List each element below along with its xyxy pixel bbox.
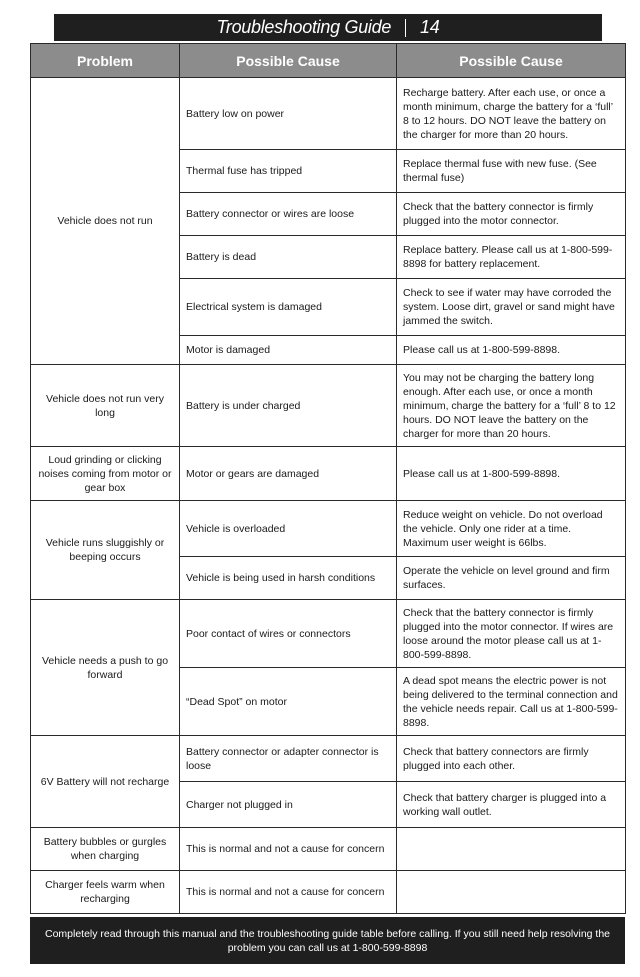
cause-cell: Battery connector or adapter connector is loose <box>180 736 397 782</box>
solution-cell: A dead spot means the electric power is not being delivered to the terminal connection and the vehicle needs repair. Call us at 1-800-599-8898. <box>397 668 626 736</box>
solution-cell: Replace thermal fuse with new fuse. (See thermal fuse) <box>397 150 626 193</box>
footer-note <box>30 917 625 964</box>
page-header <box>54 14 602 41</box>
solution-cell: Check that battery connectors are firmly plugged into each other. <box>397 736 626 782</box>
table-row <box>31 501 626 557</box>
solution-cell: Check that the battery connector is firmly plugged into the motor connector. If wires are loose around the motor please call us at 1-800-599-8898. <box>397 600 626 668</box>
column-header-problem: Problem <box>31 44 180 78</box>
header-divider <box>405 19 406 37</box>
column-header-solution: Possible Cause <box>397 44 626 78</box>
cause-cell: Thermal fuse has tripped <box>180 150 397 193</box>
cause-cell: This is normal and not a cause for concern <box>180 828 397 871</box>
troubleshooting-table <box>30 43 626 914</box>
solution-cell: Check that battery charger is plugged into a working wall outlet. <box>397 782 626 828</box>
table-row <box>31 828 626 871</box>
cause-cell: Motor or gears are damaged <box>180 447 397 501</box>
cause-cell: This is normal and not a cause for concern <box>180 871 397 914</box>
problem-cell: Vehicle needs a push to go forward <box>31 600 180 736</box>
cause-cell: Battery is under charged <box>180 365 397 447</box>
cause-cell: Electrical system is damaged <box>180 279 397 336</box>
footer-text: Completely read through this manual and the troubleshooting guide table before calling. If you still need help resolving the problem you can call us at 1-800-599-8898 <box>44 927 611 954</box>
solution-cell <box>397 828 626 871</box>
cause-cell: Vehicle is being used in harsh conditions <box>180 557 397 600</box>
solution-cell: Reduce weight on vehicle. Do not overload the vehicle. Only one rider at a time. Maximum user weight is 66lbs. <box>397 501 626 557</box>
problem-cell: 6V Battery will not recharge <box>31 736 180 828</box>
cause-cell: Battery is dead <box>180 236 397 279</box>
solution-cell: Replace battery. Please call us at 1-800-599-8898 for battery replacement. <box>397 236 626 279</box>
problem-cell: Vehicle does not run very long <box>31 365 180 447</box>
solution-cell: Recharge battery. After each use, or once a month minimum, charge the battery for a ‘full’ 8 to 12 hours. DO NOT leave the battery on the charger for more than 20 hours. <box>397 78 626 150</box>
table-row <box>31 736 626 782</box>
table-row <box>31 365 626 447</box>
column-header-cause: Possible Cause <box>180 44 397 78</box>
problem-cell: Vehicle runs sluggishly or beeping occurs <box>31 501 180 600</box>
cause-cell: “Dead Spot” on motor <box>180 668 397 736</box>
problem-cell: Loud grinding or clicking noises coming from motor or gear box <box>31 447 180 501</box>
problem-cell: Battery bubbles or gurgles when charging <box>31 828 180 871</box>
solution-cell: Please call us at 1-800-599-8898. <box>397 447 626 501</box>
cause-cell: Battery connector or wires are loose <box>180 193 397 236</box>
cause-cell: Charger not plugged in <box>180 782 397 828</box>
cause-cell: Motor is damaged <box>180 336 397 365</box>
table-row <box>31 871 626 914</box>
table-row <box>31 600 626 668</box>
table-header-row <box>31 44 626 78</box>
page-number: 14 <box>420 17 440 37</box>
solution-cell: Please call us at 1-800-599-8898. <box>397 336 626 365</box>
table-row <box>31 78 626 150</box>
problem-cell: Charger feels warm when recharging <box>31 871 180 914</box>
table-row <box>31 447 626 501</box>
solution-cell: Operate the vehicle on level ground and firm surfaces. <box>397 557 626 600</box>
solution-cell: Check to see if water may have corroded the system. Loose dirt, gravel or sand might have jammed the switch. <box>397 279 626 336</box>
cause-cell: Poor contact of wires or connectors <box>180 600 397 668</box>
cause-cell: Battery low on power <box>180 78 397 150</box>
solution-cell: You may not be charging the battery long enough. After each use, or once a month minimum, charge the battery for a ‘full’ 8 to 12 hours. DO NOT leave the battery on the charger for more than 20 hours. <box>397 365 626 447</box>
solution-cell <box>397 871 626 914</box>
solution-cell: Check that the battery connector is firmly plugged into the motor connector. <box>397 193 626 236</box>
page-title: Troubleshooting Guide <box>216 17 392 37</box>
problem-cell: Vehicle does not run <box>31 78 180 365</box>
cause-cell: Vehicle is overloaded <box>180 501 397 557</box>
